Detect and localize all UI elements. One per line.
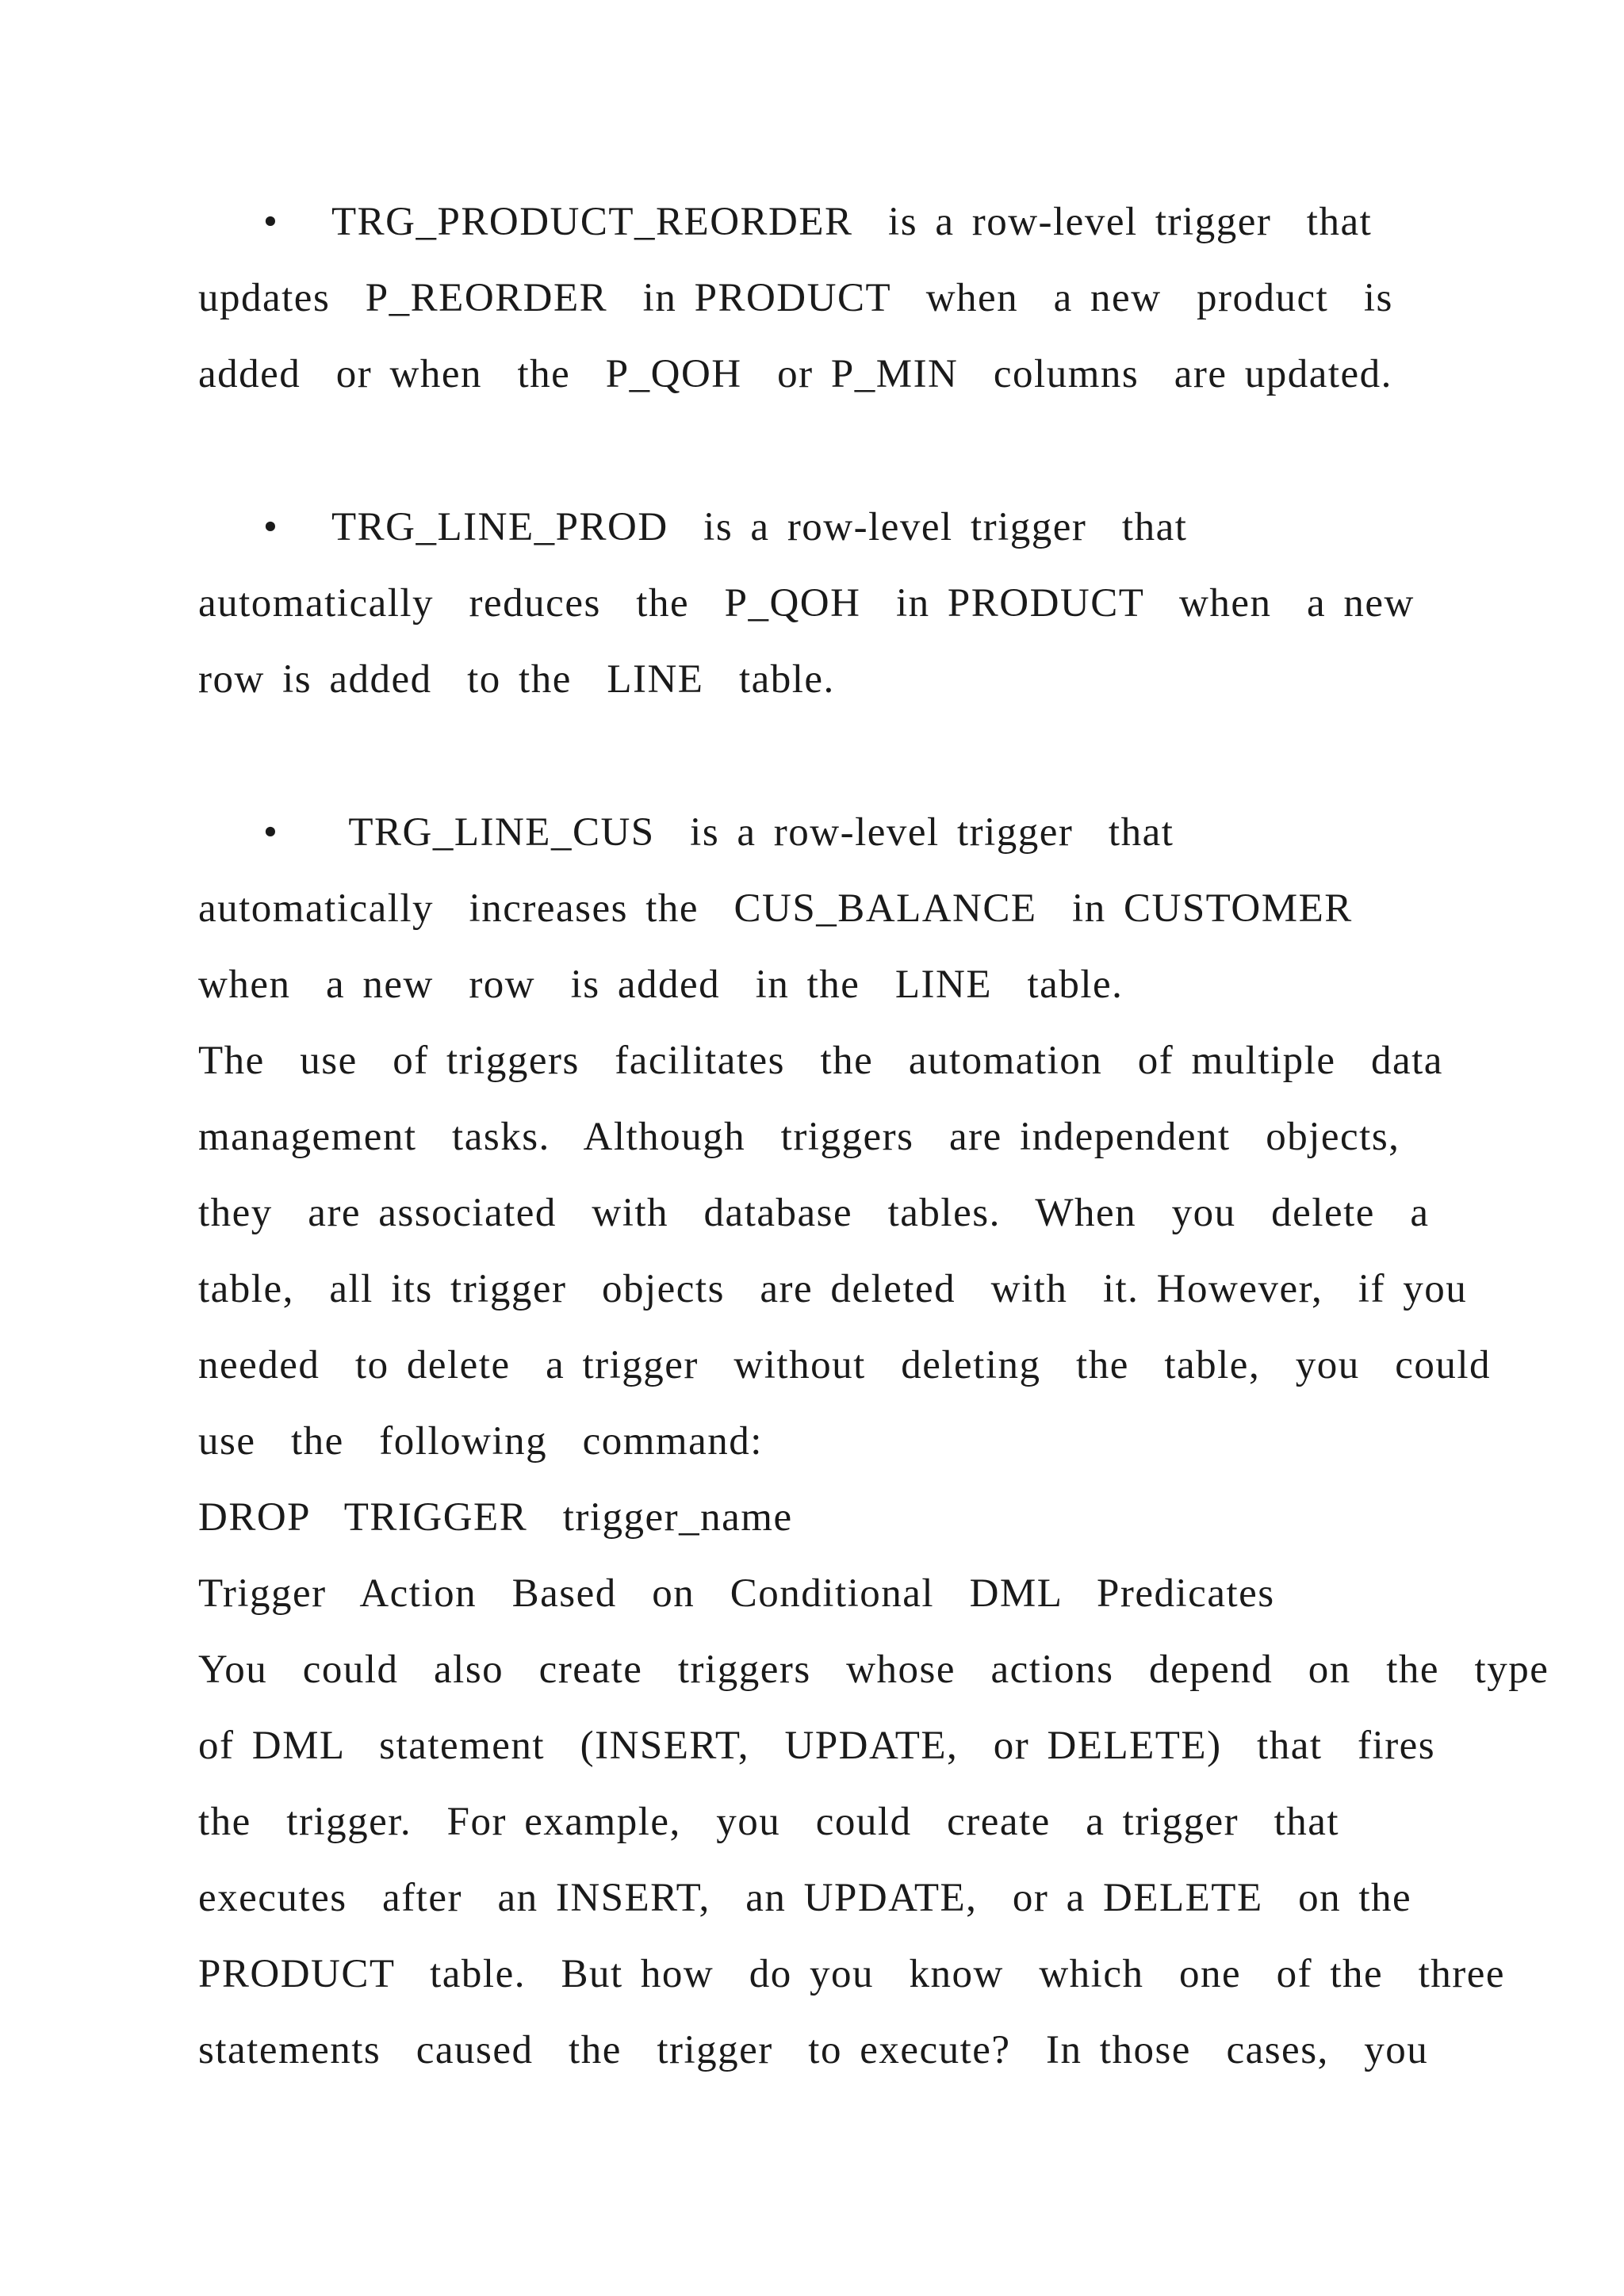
- bullet-1-line-2: updates P_REORDER in PRODUCT when a new product is: [198, 276, 1393, 320]
- bullet-2-line-3: row is added to the LINE table.: [198, 657, 835, 702]
- bullet-2-line-1: TRG_LINE_PROD is a row-level trigger that: [331, 505, 1188, 549]
- section-heading: Trigger Action Based on Conditional DML Predicates: [198, 1571, 1275, 1616]
- paragraph-line: The use of triggers facilitates the automation of multiple data: [198, 1039, 1443, 1083]
- bullet-2-line-2: automatically reduces the P_QOH in PRODUCT when a new: [198, 581, 1415, 626]
- paragraph-line: management tasks. Although triggers are independent objects,: [198, 1115, 1400, 1159]
- bullet-3-line-2: automatically increases the CUS_BALANCE in CUSTOMER: [198, 886, 1353, 931]
- bullet-marker: •: [263, 505, 279, 549]
- bullet-marker: •: [263, 200, 279, 244]
- paragraph-line: table, all its trigger objects are deleted with it. However, if you: [198, 1267, 1468, 1311]
- bullet-1-line-1: TRG_PRODUCT_REORDER is a row-level trigger that: [331, 200, 1373, 244]
- paragraph-line: of DML statement (INSERT, UPDATE, or DELETE) that fires: [198, 1724, 1436, 1768]
- paragraph-line: statements caused the trigger to execute? In those cases, you: [198, 2028, 1429, 2072]
- code-command-line: DROP TRIGGER trigger_name: [198, 1495, 793, 1540]
- bullet-3-line-3: when a new row is added in the LINE table.: [198, 962, 1124, 1007]
- paragraph-line: PRODUCT table. But how do you know which one of the three: [198, 1952, 1506, 1996]
- paragraph-line: they are associated with database tables. When you delete a: [198, 1191, 1430, 1235]
- paragraph-line: You could also create triggers whose actions depend on the type: [198, 1647, 1549, 1692]
- bullet-3-line-1: TRG_LINE_CUS is a row-level trigger that: [331, 810, 1174, 855]
- bullet-marker: •: [263, 810, 279, 855]
- paragraph-line: the trigger. For example, you could create a trigger that: [198, 1800, 1340, 1844]
- paragraph-line: executes after an INSERT, an UPDATE, or a DELETE on the: [198, 1876, 1412, 1920]
- paragraph-line: needed to delete a trigger without deleting the table, you could: [198, 1343, 1491, 1387]
- bullet-1-line-3: added or when the P_QOH or P_MIN columns are updated.: [198, 352, 1392, 396]
- paragraph-line: use the following command:: [198, 1419, 763, 1464]
